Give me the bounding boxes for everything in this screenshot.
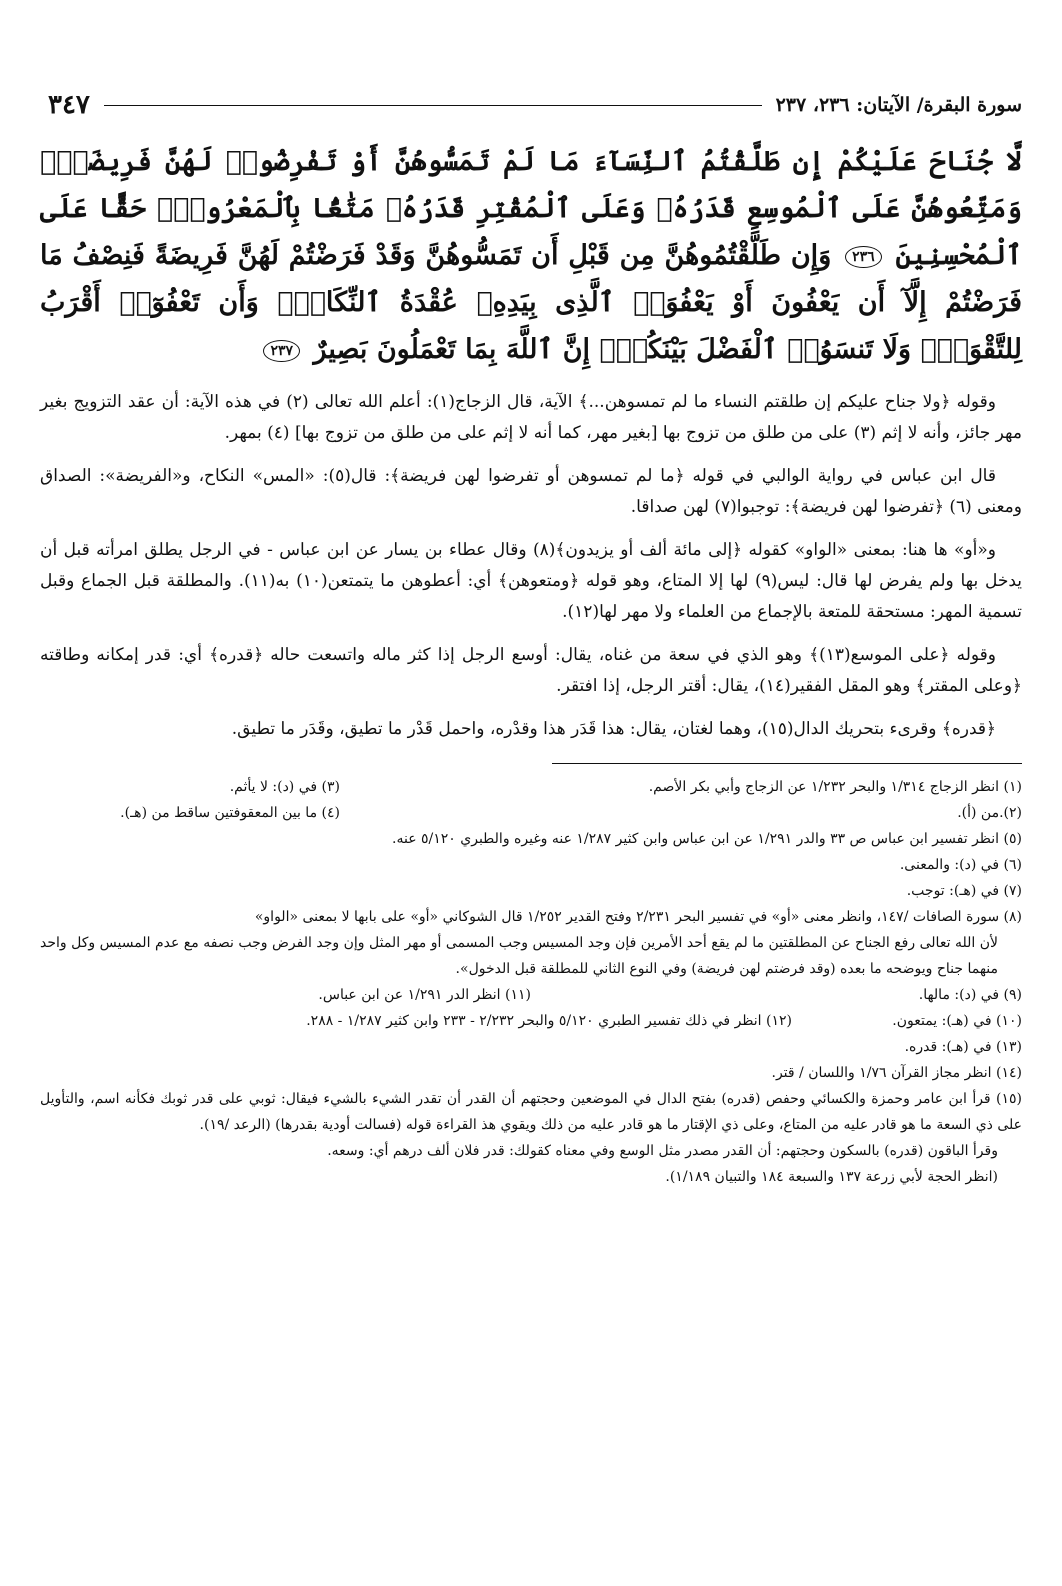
surah-title: سورة البقرة/ الآيتان: ٢٣٦، ٢٣٧	[775, 94, 1022, 116]
footnote-row	[40, 1008, 1022, 1034]
footnote-10: (١٠) في (هـ): يمتعون.	[892, 1013, 1022, 1029]
footnote-1: (١) انظر الزجاج ١/٣١٤ والبحر ١/٢٣٢ عن الزجاج وأبي بكر الأصم.	[648, 779, 1022, 795]
running-header	[40, 88, 1022, 122]
footnote-4: (٤) ما بين المعقوفتين ساقط من (هـ).	[120, 805, 340, 821]
commentary	[40, 387, 1022, 745]
header-rule	[104, 105, 762, 106]
footnote-5: (٥) انظر تفسير ابن عباس ص ٣٣ والدر ١/٢٩١ عن ابن عباس وابن كثير ١/٢٨٧ عنه وغيره والطبري ٥/١٢٠ عنه.	[392, 831, 1022, 847]
verse-236-text: لَّا جُنَاحَ عَلَيْكُمْ إِن طَلَّقْتُمُ ٱلنِّسَآءَ مَا لَمْ تَمَسُّوهُنَّ أَوْ تَفْرِضُوا۟ لَهُنَّ فَرِيضَةًۚ وَمَتِّعُوهُنَّ عَلَى ٱلْمُوسِعِ قَدَرُهُۥ وَعَلَى ٱلْمُقْتِرِ قَدَرُهُۥ مَتَٰعًۢا بِٱلْمَعْرُوفِۖ حَقًّا عَلَى ٱلْمُحْسِنِينَ	[40, 146, 1023, 271]
footnote-15-text: (١٥) قرأ ابن عامر وحمزة والكسائي وحفص (قدره) بفتح الدال في الموضعين وحجتهم أن القدر أن تقدر الشيء بالشيء فيقال: ثوبي على قدر ثوبك فكأنه اسم، والتأويل على ذي السعة ما هو قادر عليه من المتاع، وعلى ذي الإقتار ما هو قادر عليه من ذلك ويقوي هذ القراءة قوله (فسالت أودية بقدرها) (الرعد /١٩).	[40, 1091, 1022, 1133]
footnote-8-continuation: لأن الله تعالى رفع الجناح عن المطلقتين ما لم يقع أحد الأمرين فإن وجد المسيس وجب المسمى أو مهر المثل وإن وجد الفرض وجب نصفه مع عدم المسيس وكل واحد منهما جناح ويوضحه ما بعده (وقد فرضتم لهن فريضة) وفي النوع الثاني للمطلقة قبل الدخول».	[40, 935, 998, 977]
footnote-14: (١٤) انظر مجاز القرآن ١/٧٦ واللسان / قتر.	[771, 1065, 1022, 1081]
footnote-8	[40, 904, 1022, 982]
footnote-2: (٢).من (أ).	[957, 805, 1022, 821]
footnote-separator	[552, 763, 1022, 764]
footnote-row	[40, 982, 1022, 1008]
footnote-12: (١٢) انظر في ذلك تفسير الطبري ٥/١٢٠ والبحر ٢/٢٣٢ - ٢٣٣ وابن كثير ١/٢٨٧ - ٢٨٨.	[306, 1013, 792, 1029]
footnote-13: (١٣) في (هـ): قدره.	[904, 1039, 1022, 1055]
footnote-3: (٣) في (د): لا يأثم.	[229, 779, 340, 795]
commentary-paragraph: وقوله ﴿ولا جناح عليكم إن طلقتم النساء ما لم تمسوهن...﴾ الآية، قال الزجاج(١): أعلم الله تعالى (٢) في هذه الآية: أن عقد التزويج بغير مهر جائز، وأنه لا إثم (٣) على من طلق من تزوج بها [بغير مهر، كما أنه لا إثم على من طلق من تزوج بها] (٤) بمهر.	[40, 392, 1022, 443]
page-number: ٣٤٧	[48, 90, 90, 120]
verse-number-badge: ٢٣٦	[845, 246, 882, 268]
commentary-paragraph: وقوله ﴿على الموسع(١٣)﴾ وهو الذي في سعة من غناه، يقال: أوسع الرجل إذا كثر ماله واتسعت حاله ﴿قدره﴾ أي: قدر إمكانه وطاقته ﴿وعلى المقتر﴾ وهو المقل الفقير(١٤)، يقال: أقتر الرجل، إذا افتقر.	[40, 645, 1022, 696]
footnotes	[40, 774, 1022, 1190]
book-page	[40, 88, 1022, 1566]
footnote-row	[40, 774, 1022, 800]
verse-237-text: وَإِن طَلَّقْتُمُوهُنَّ مِن قَبْلِ أَن تَمَسُّوهُنَّ وَقَدْ فَرَضْتُمْ لَهُنَّ فَرِيضَةً فَنِصْفُ مَا فَرَضْتُمْ إِلَّآ أَن يَعْفُونَ أَوْ يَعْفُوَا۟ ٱلَّذِى بِيَدِهِۦ عُقْدَةُ ٱلنِّكَاحِۚ وَأَن تَعْفُوٓا۟ أَقْرَبُ لِلتَّقْوَىٰۚ وَلَا تَنسَوُا۟ ٱلْفَضْلَ بَيْنَكُمْۚ إِنَّ ٱللَّهَ بِمَا تَعْمَلُونَ بَصِيرٌ	[40, 240, 1022, 365]
footnote-row	[40, 800, 1022, 826]
quran-verses	[40, 138, 1022, 373]
footnote-11: (١١) انظر الدر ١/٢٩١ عن ابن عباس.	[318, 987, 531, 1003]
footnote-7: (٧) في (هـ): توجب.	[906, 883, 1022, 899]
footnote-15-reference: (انظر الحجة لأبي زرعة ١٣٧ والسبعة ١٨٤ والتبيان ١/١٨٩).	[665, 1169, 998, 1185]
commentary-paragraph: ﴿قدره﴾ وقرىء بتحريك الدال(١٥)، وهما لغتان، يقال: هذا قَدَر هذا وقدْره، واحمل قَدْر ما تطيق، وقَدَر ما تطيق.	[231, 719, 996, 739]
footnote-8-text: (٨) سورة الصافات /١٤٧، وانظر معنى «أو» في تفسير البحر ٢/٢٣١ وفتح القدير ١/٢٥٢ قال الشوكاني «أو» على بابها لا بمعنى «الواو»	[254, 909, 1022, 925]
footnote-9: (٩) في (د): مالها.	[918, 987, 1022, 1003]
commentary-paragraph: قال ابن عباس في رواية الوالبي في قوله ﴿ما لم تمسوهن أو تفرضوا لهن فريضة﴾: قال(٥): «المس» النكاح، و«الفريضة»: الصداق ومعنى (٦) ﴿تفرضوا لهن فريضة﴾: توجبوا(٧) لهن صداقا.	[40, 466, 1022, 517]
commentary-paragraph: و«أو» ها هنا: بمعنى «الواو» كقوله ﴿إلى مائة ألف أو يزيدون﴾(٨) وقال عطاء بن يسار عن ابن عباس - في الرجل يطلق امرأته قبل أن يدخل بها ولم يفرض لها قال: ليس(٩) لها إلا المتاع، وهو قوله ﴿ومتعوهن﴾ أي: أعطوهن ما يتمتعن(١٠) به(١١). والمطلقة قبل الجماع وقبل تسمية المهر: مستحقة للمتعة بالإجماع من العلماء ولا مهر لها(١٢).	[40, 540, 1022, 622]
footnote-6: (٦) في (د): والمعنى.	[899, 857, 1022, 873]
footnote-15	[40, 1086, 1022, 1190]
verse-number-badge: ٢٣٧	[263, 340, 300, 362]
footnote-15-continuation: وقرأ الباقون (قدره) بالسكون وحجتهم: أن القدر مصدر مثل الوسع وفي معناه كقولك: قدر فلان ألف درهم أي: وسعه.	[327, 1143, 998, 1159]
